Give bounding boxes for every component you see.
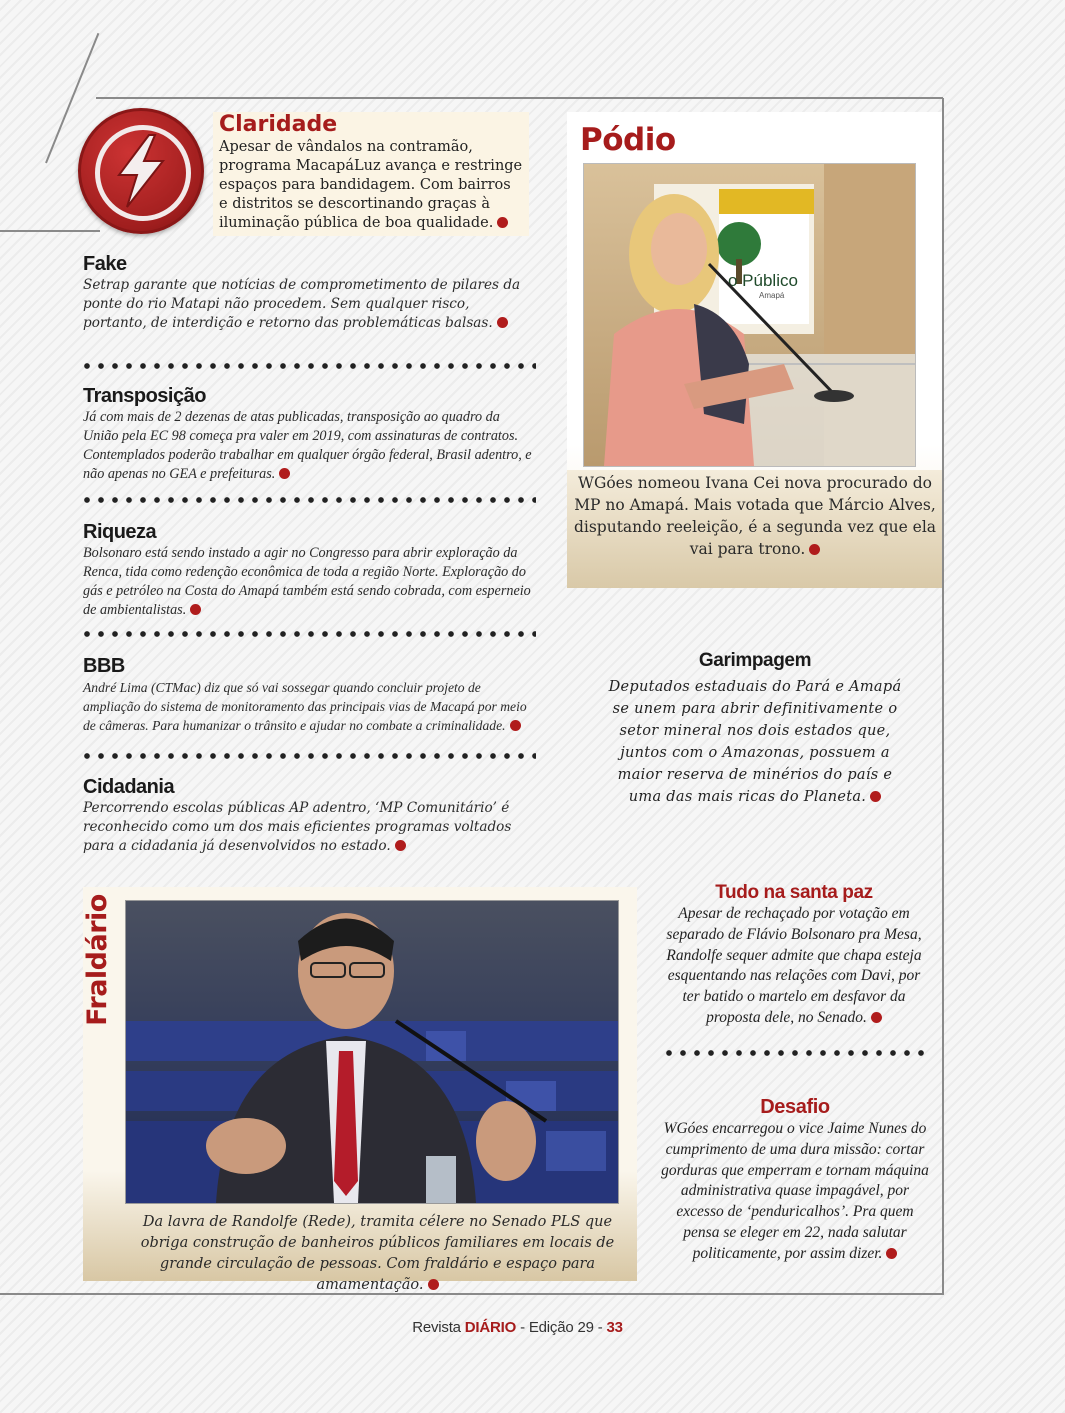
page-number: 33	[606, 1319, 623, 1336]
bullet-dot-icon	[279, 468, 290, 479]
dotted-divider	[80, 630, 536, 638]
news-item-riqueza	[83, 520, 533, 620]
podio-title: Pódio	[580, 122, 676, 158]
news-item-fake	[83, 252, 533, 333]
bullet-dot-icon	[886, 1248, 897, 1259]
item-title: Garimpagem	[698, 650, 812, 671]
dotted-divider	[80, 362, 536, 370]
fraldario-label: Fraldário	[82, 894, 113, 1026]
bullet-dot-icon	[809, 544, 820, 555]
item-title: Fake	[83, 253, 127, 275]
item-text: Bolsonaro está sendo instado a agir no Congresso para abrir exploração da Renca, tida como redenção econômica de toda a região Norte. Exploração do gás e petróleo na Costa do Amapá também está sendo cobrada, com esperneio de ambientalistas.	[83, 545, 531, 618]
fraldario-photo	[125, 900, 619, 1204]
page-footer	[0, 1319, 1035, 1336]
item-title: Transposição	[83, 385, 206, 407]
item-text: Apesar de rechaçado por votação em separado de Flávio Bolsonaro pra Mesa, Randolfe sequer admite que chapa esteja esquentando nas relações com Davi, por ter batido o martelo em desfavor da proposta dele, no Senado.	[666, 905, 922, 1026]
news-item-santa-paz	[660, 882, 928, 1029]
item-title: Cidadania	[83, 776, 175, 798]
item-title: Riqueza	[83, 521, 157, 543]
dotted-divider	[80, 752, 536, 760]
news-item-cidadania	[83, 775, 533, 856]
fraldario-caption: Da lavra de Randolfe (Rede), tramita célere no Senado PLS que obriga construção de banheiros públicos familiares em locais de grande circulação de pessoas. Com fraldário e espaço para amamentação.	[140, 1214, 615, 1293]
sign-subtext: Amapá	[759, 291, 785, 300]
dotted-divider	[662, 1049, 928, 1057]
frame-left-line	[0, 230, 100, 232]
podio-caption: WGóes nomeou Ivana Cei nova procurado do MP no Amapá. Mais votada que Márcio Alves, disputando reeleição, é a segunda vez que ela vai para trono.	[573, 474, 937, 558]
lightning-logo-icon	[78, 108, 204, 234]
item-text: André Lima (CTMac) diz que só vai sossegar quando concluir projeto de ampliação do sistema de monitoramento das principais vias de Macapá por meio de câmeras. Para humanizar o trânsito e ajudar no combate a criminalidade.	[83, 680, 527, 733]
bullet-dot-icon	[428, 1279, 439, 1290]
footer-edition: - Edição 29 -	[520, 1319, 603, 1336]
claridade-box	[213, 112, 529, 236]
item-title: BBB	[83, 655, 125, 677]
news-item-transposicao	[83, 384, 533, 484]
news-item-desafio	[660, 1096, 930, 1265]
item-text: Já com mais de 2 dezenas de atas publicadas, transposição ao quadro da União pela EC 98 começa pra valer em 2019, com assinaturas de contratos. Contemplados poderão trabalhar em qualquer órgão federal, Brasil adentro, e não apenas no GEA e prefeituras.	[83, 409, 532, 482]
bullet-dot-icon	[870, 791, 881, 802]
sign-text: o Público	[728, 271, 798, 290]
bullet-dot-icon	[395, 840, 406, 851]
bullet-dot-icon	[497, 217, 508, 228]
footer-brand: DIÁRIO	[464, 1319, 517, 1336]
item-title: Desafio	[760, 1096, 830, 1118]
bullet-dot-icon	[497, 317, 508, 328]
claridade-text: Apesar de vândalos na contramão, programa MacapáLuz avança e restringe espaços para bandidagem. Com bairros e distritos se descortinando graças à iluminação pública de boa qualidade.	[219, 139, 523, 231]
dotted-divider	[80, 496, 536, 504]
item-title: Tudo na santa paz	[715, 882, 873, 903]
bullet-dot-icon	[510, 720, 521, 731]
news-item-garimpagem	[600, 650, 910, 808]
item-text: WGóes encarregou o vice Jaime Nunes do cumprimento de uma dura missão: cortar gorduras que emperram e tornam máquina administrativa quase impagável, por excesso de ‘penduricalhos’. Pra quem pensa se eleger em 22, nada salutar politicamente, por assim dizer.	[661, 1120, 929, 1262]
claridade-title: Claridade	[219, 112, 338, 137]
podio-photo	[583, 163, 916, 467]
item-text: Setrap garante que notícias de comprometimento de pilares da ponte do rio Matapi não procedem. Sem qualquer risco, portanto, de interdição e retorno das problemáticas balsas.	[83, 277, 521, 331]
bullet-dot-icon	[190, 604, 201, 615]
bullet-dot-icon	[871, 1012, 882, 1023]
news-item-bbb	[83, 654, 533, 735]
item-text: Deputados estaduais do Pará e Amapá se unem para abrir definitivamente o setor mineral nos dois estados que, juntos com o Amazonas, possuem a maior reserva de minérios do país e uma das mais ricas do Planeta.	[608, 679, 902, 805]
item-text: Percorrendo escolas públicas AP adentro, ‘MP Comunitário’ é reconhecido como um dos mais eficientes programas voltados para a cidadania já desenvolvidos no estado.	[83, 800, 512, 854]
footer-magazine: Revista	[412, 1319, 461, 1336]
